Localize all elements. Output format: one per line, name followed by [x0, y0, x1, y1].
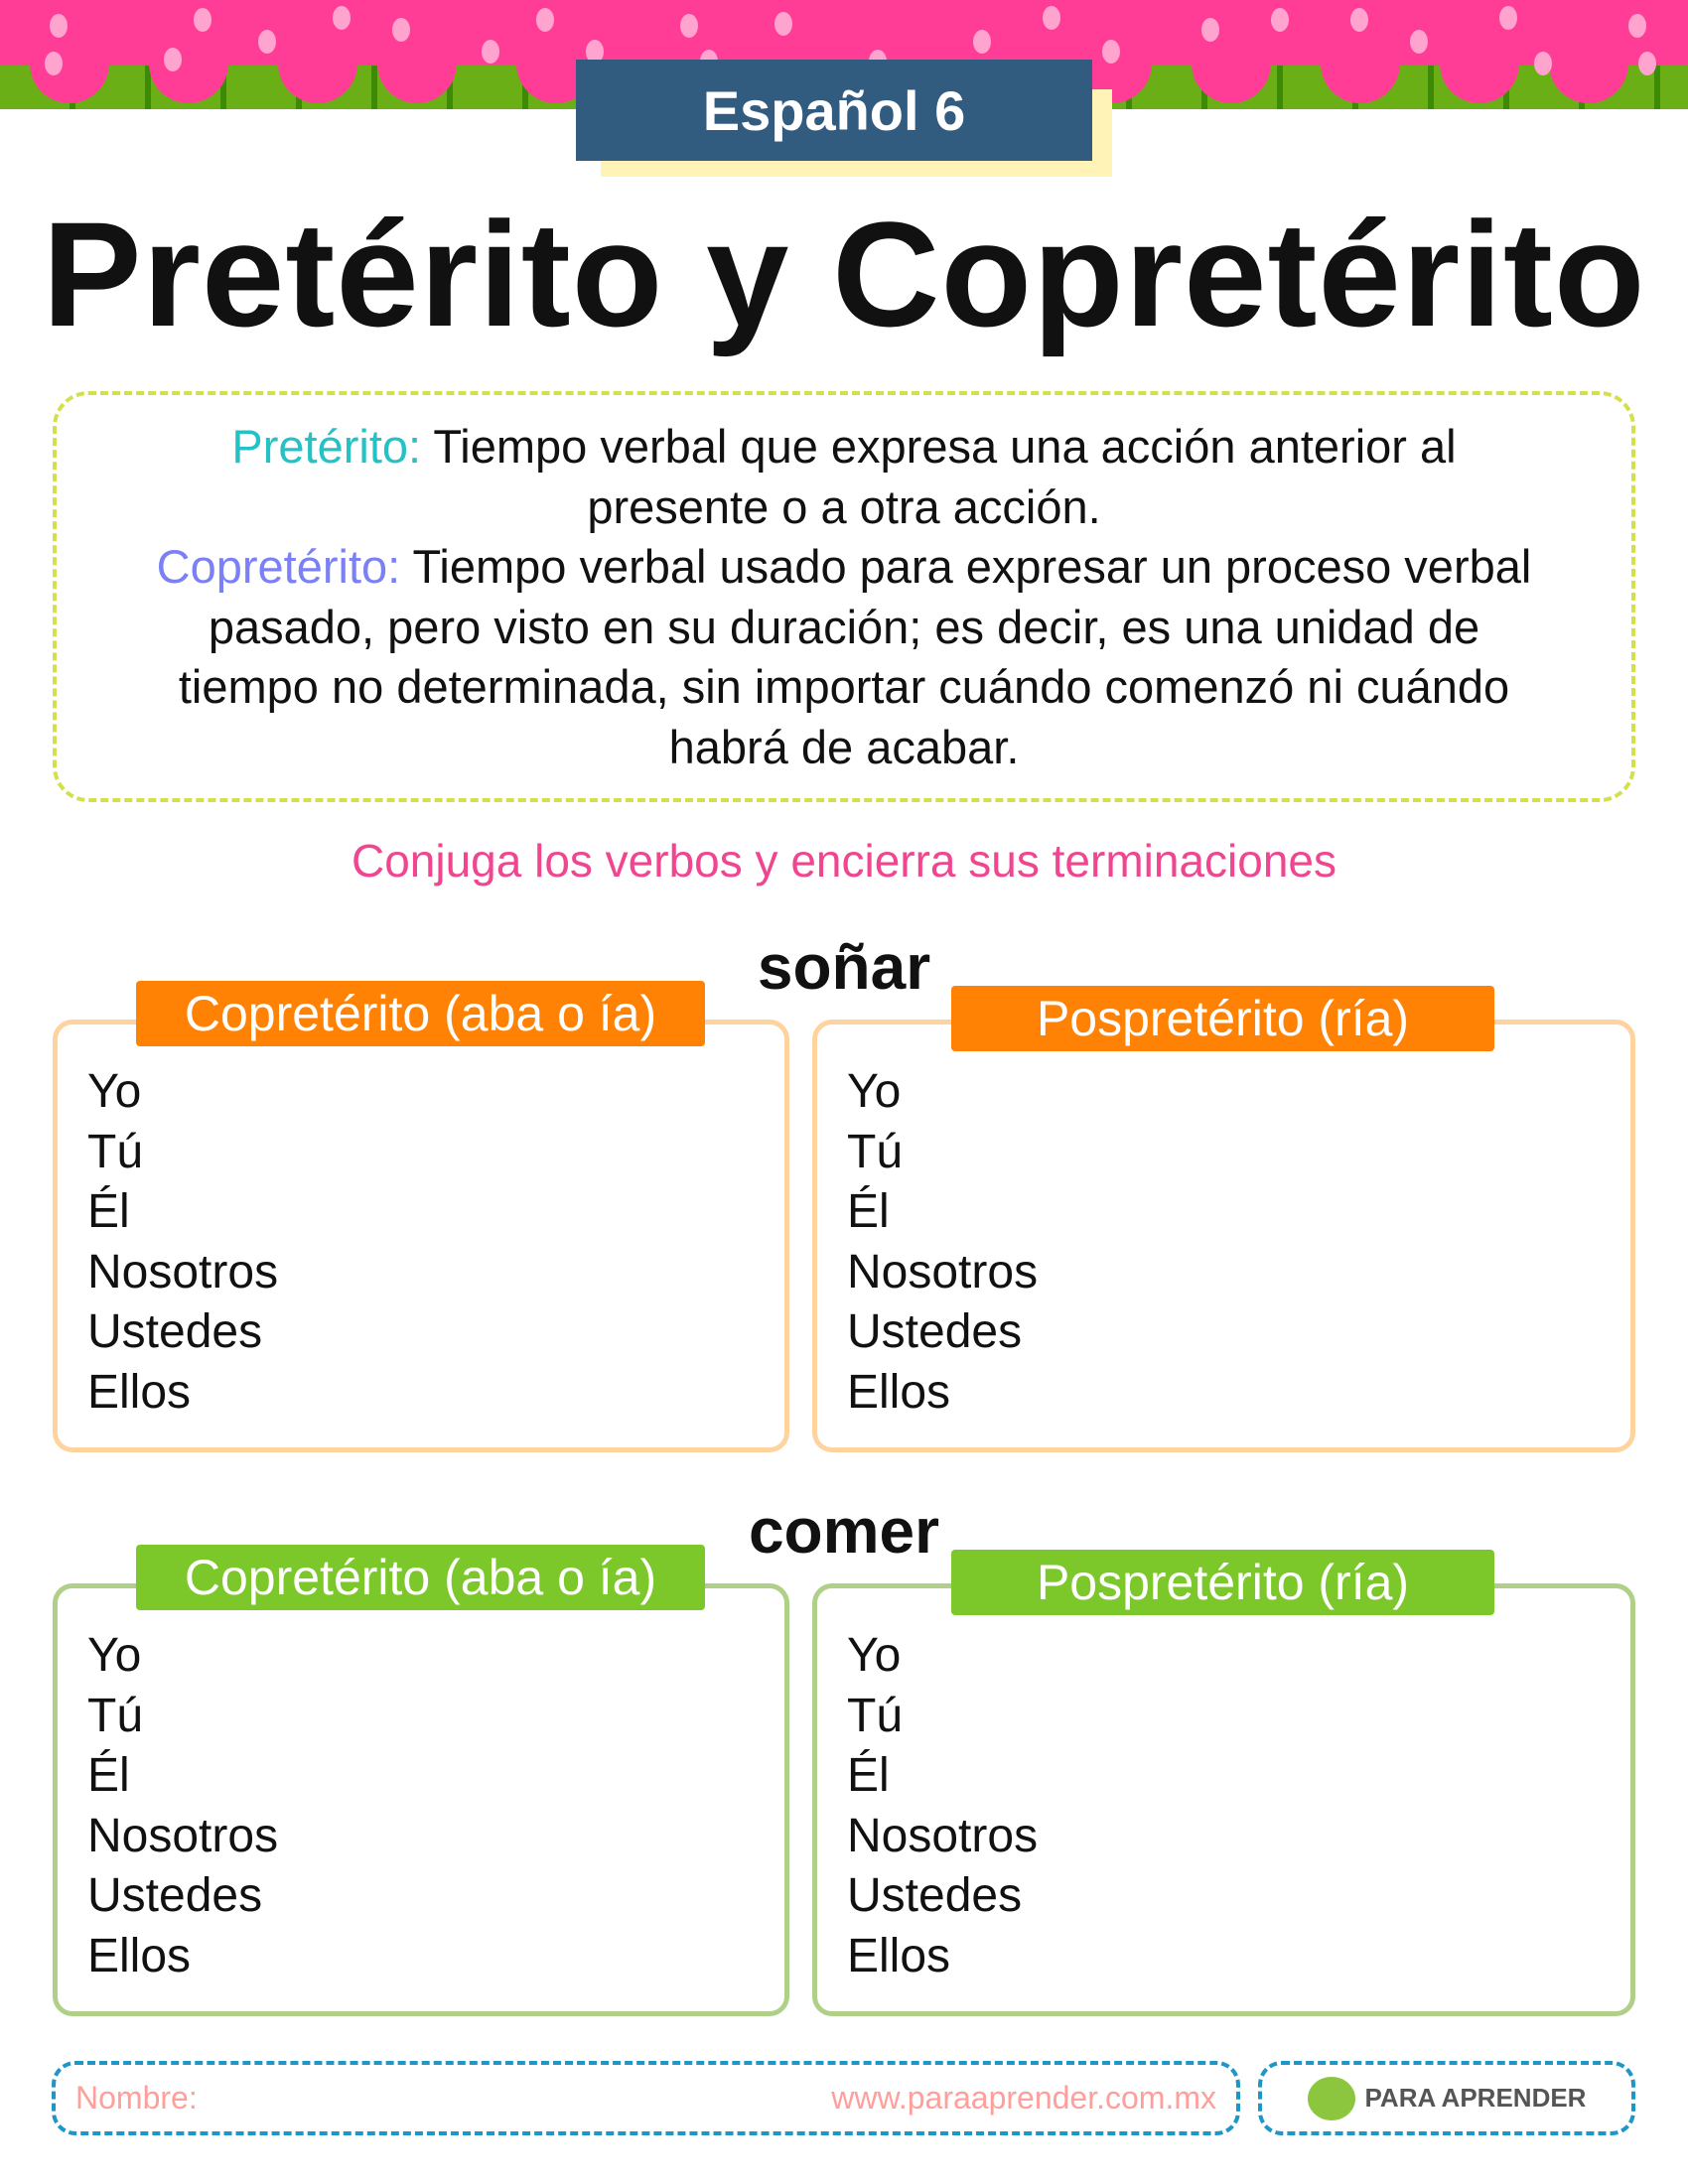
pronoun-line[interactable]: Yo: [847, 1065, 902, 1118]
pronoun-line[interactable]: Ellos: [87, 1929, 192, 1982]
dot-decoration: [1350, 8, 1368, 32]
dot-decoration: [1638, 52, 1656, 75]
definition-preterito: [156, 417, 1532, 537]
name-label: Nombre:: [75, 2080, 198, 2116]
dot-decoration: [1271, 8, 1289, 32]
dot-decoration: [258, 30, 276, 54]
website-url: www.paraaprender.com.mx: [831, 2080, 1216, 2116]
dot-decoration: [774, 12, 792, 36]
dot-decoration: [45, 52, 63, 75]
pronoun-line[interactable]: Ellos: [847, 1365, 951, 1419]
name-field[interactable]: [52, 2061, 1240, 2135]
dot-decoration: [194, 8, 211, 32]
dot-decoration: [1201, 18, 1219, 42]
dot-decoration: [536, 8, 554, 32]
pronoun-line[interactable]: Ellos: [87, 1365, 192, 1419]
term-copreterito: Copretérito:: [156, 540, 401, 593]
pronoun-line[interactable]: Él: [87, 1749, 130, 1803]
tense-tab-right: Pospretérito (ría): [951, 1550, 1494, 1615]
tense-tab-left: Copretérito (aba o ía): [136, 981, 705, 1046]
definition-copreterito: [156, 537, 1532, 777]
pronoun-line[interactable]: Nosotros: [87, 1809, 279, 1862]
subject-banner: Español 6: [576, 60, 1092, 161]
dot-decoration: [1628, 14, 1646, 38]
dot-decoration: [1410, 30, 1428, 54]
pronoun-line[interactable]: Él: [847, 1185, 890, 1239]
dot-decoration: [1499, 6, 1517, 30]
conjugation-box-right: [812, 1583, 1635, 2016]
verb-heading: soñar: [757, 931, 931, 1003]
pronoun-line[interactable]: Yo: [847, 1629, 902, 1682]
dot-decoration: [50, 14, 68, 38]
pronoun-line[interactable]: Tú: [87, 1689, 144, 1742]
dot-decoration: [164, 48, 182, 71]
pronoun-line[interactable]: Ustedes: [87, 1305, 263, 1359]
pronoun-line[interactable]: Yo: [87, 1629, 142, 1682]
page-title: Pretérito y Copretérito: [42, 191, 1646, 357]
verb-heading: comer: [748, 1495, 940, 1567]
pronoun-line[interactable]: Tú: [847, 1125, 904, 1178]
dot-decoration: [1534, 52, 1552, 75]
term-preterito: Pretérito:: [231, 420, 422, 473]
tense-tab-left: Copretérito (aba o ía): [136, 1545, 705, 1610]
logo-text: PARA APRENDER: [1364, 2083, 1587, 2113]
pronoun-line[interactable]: Él: [87, 1185, 130, 1239]
logo-box: [1258, 2061, 1635, 2135]
definitions-box: [53, 391, 1635, 802]
logo-icon: [1308, 2077, 1355, 2120]
pronoun-line[interactable]: Ellos: [847, 1929, 951, 1982]
tense-tab-right: Pospretérito (ría): [951, 986, 1494, 1051]
definition-text: Tiempo verbal que expresa una acción anterior al presente o a otra acción.: [433, 420, 1457, 533]
pronoun-line[interactable]: Nosotros: [847, 1809, 1039, 1862]
dot-decoration: [392, 18, 410, 42]
dot-decoration: [1043, 6, 1060, 30]
dot-decoration: [973, 30, 991, 54]
pronoun-line[interactable]: Ustedes: [847, 1305, 1023, 1359]
conjugation-box-right: [812, 1020, 1635, 1452]
dot-decoration: [680, 14, 698, 38]
pronoun-line[interactable]: Tú: [87, 1125, 144, 1178]
dot-decoration: [1102, 40, 1120, 64]
pronoun-line[interactable]: Tú: [847, 1689, 904, 1742]
pronoun-line[interactable]: Yo: [87, 1065, 142, 1118]
pronoun-line[interactable]: Nosotros: [87, 1245, 279, 1298]
dot-decoration: [333, 6, 351, 30]
pronoun-line[interactable]: Ustedes: [847, 1869, 1023, 1923]
definition-text: Tiempo verbal usado para expresar un proceso verbal pasado, pero visto en su duración; es decir, es una unidad de tiempo no determinada, sin importar cuándo comenzó ni cuándo habrá de acabar.: [178, 540, 1532, 773]
conjugation-box-left: [53, 1020, 789, 1452]
conjugation-box-left: [53, 1583, 789, 2016]
instruction: Conjuga los verbos y encierra sus terminaciones: [351, 835, 1337, 887]
pronoun-line[interactable]: Él: [847, 1749, 890, 1803]
dot-decoration: [482, 40, 499, 64]
pronoun-line[interactable]: Nosotros: [847, 1245, 1039, 1298]
pronoun-line[interactable]: Ustedes: [87, 1869, 263, 1923]
